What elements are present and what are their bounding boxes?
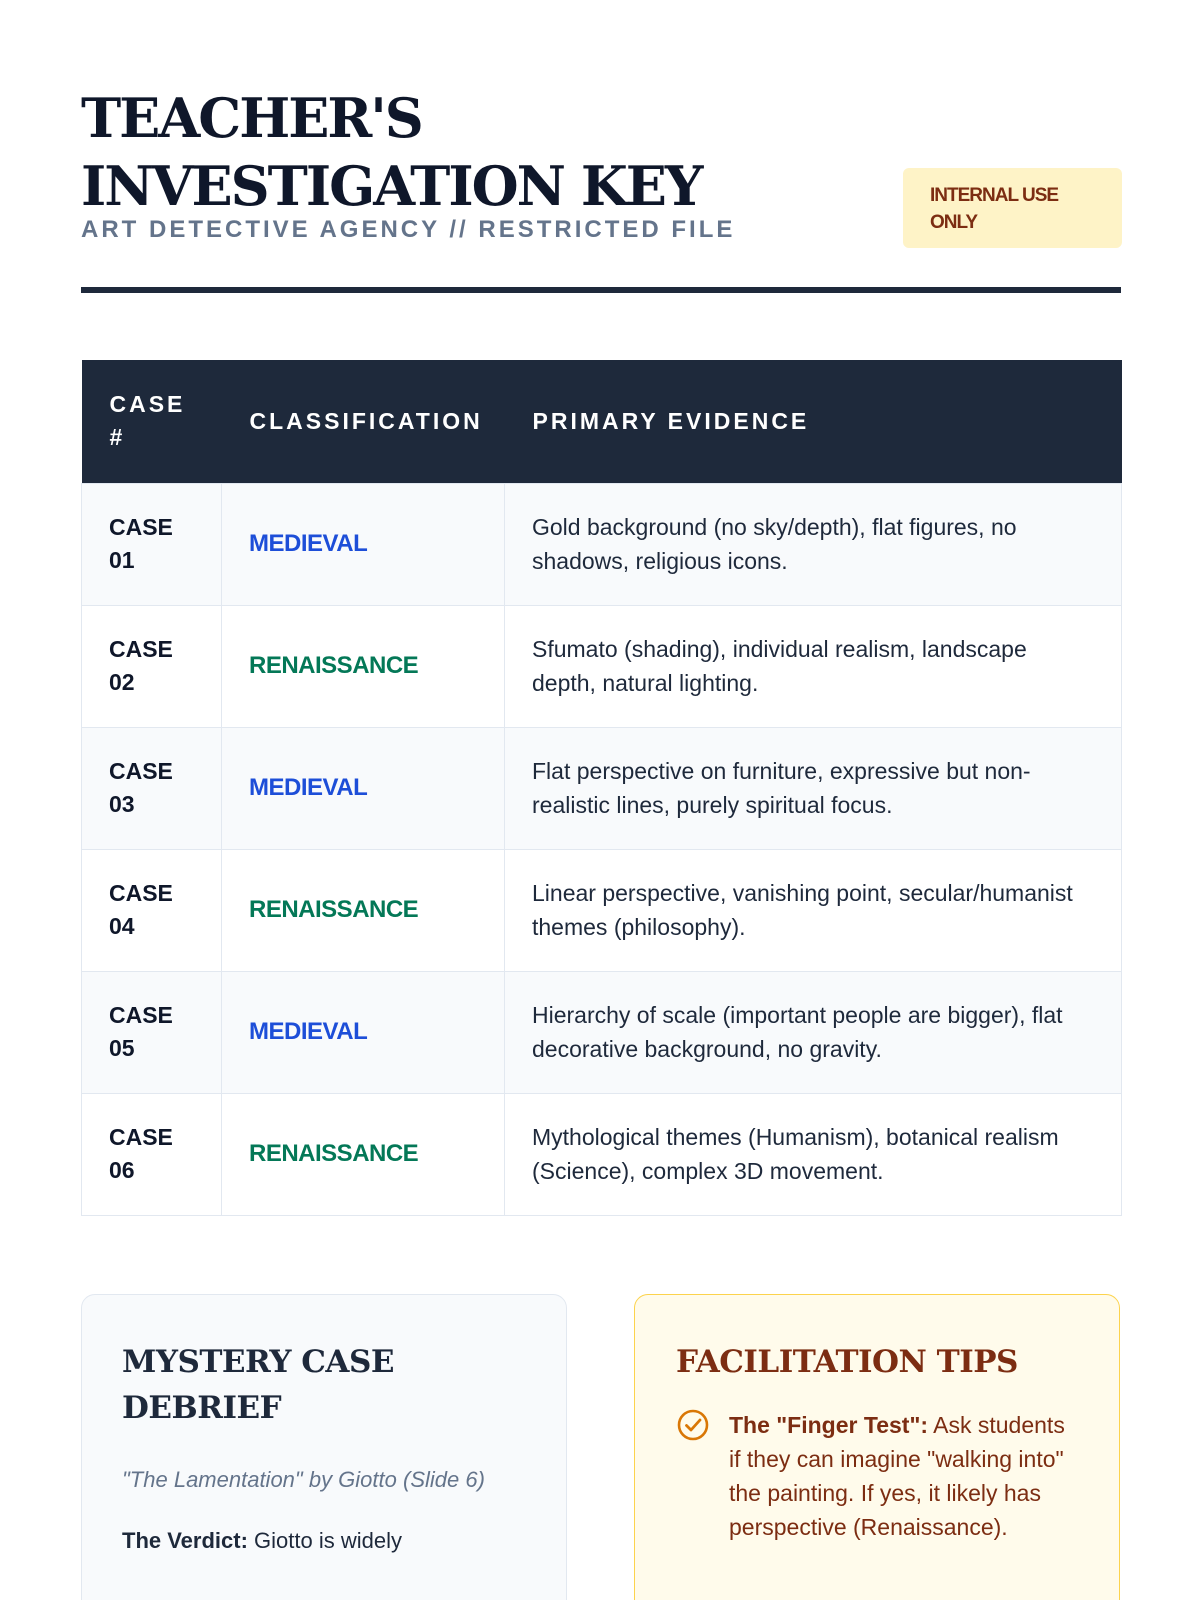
page-subtitle: ART DETECTIVE AGENCY // RESTRICTED FILE	[81, 216, 736, 243]
debrief-verdict	[122, 1524, 526, 1557]
tip-item	[676, 1408, 1078, 1544]
debrief-artwork-quote: "The Lamentation" by Giotto (Slide 6)	[122, 1467, 485, 1492]
internal-use-badge: INTERNAL USE ONLY	[903, 168, 1122, 248]
case-table	[81, 360, 1122, 1216]
evidence-text: Sfumato (shading), individual realism, landscape depth, natural lighting.	[505, 605, 1122, 727]
mystery-debrief-card	[81, 1294, 567, 1600]
table-header-row	[82, 360, 1122, 483]
case-number: CASE 02	[82, 605, 222, 727]
table-row	[82, 727, 1122, 849]
tip-label: The "Finger Test":	[729, 1412, 929, 1438]
verdict-label: The Verdict:	[122, 1528, 248, 1553]
classification-label: RENAISSANCE	[222, 605, 505, 727]
case-number: CASE 01	[82, 483, 222, 605]
verdict-text: Giotto is widely	[254, 1528, 402, 1553]
table-row	[82, 849, 1122, 971]
column-header-evidence: PRIMARY EVIDENCE	[532, 407, 810, 434]
evidence-text: Flat perspective on furniture, expressive but non-realistic lines, purely spiritual focus.	[505, 727, 1122, 849]
column-header-classification: CLASSIFICATION	[249, 407, 483, 434]
case-number: CASE 05	[82, 971, 222, 1093]
column-header-case: CASE #	[109, 391, 186, 451]
case-number: CASE 06	[82, 1093, 222, 1215]
table-row	[82, 971, 1122, 1093]
page-header	[81, 84, 1121, 294]
case-number: CASE 04	[82, 849, 222, 971]
table-row	[82, 605, 1122, 727]
table-row	[82, 483, 1122, 605]
check-circle-icon	[676, 1408, 710, 1442]
classification-label: RENAISSANCE	[222, 849, 505, 971]
case-number: CASE 03	[82, 727, 222, 849]
classification-label: MEDIEVAL	[222, 971, 505, 1093]
table-row	[82, 1093, 1122, 1215]
classification-label: MEDIEVAL	[222, 727, 505, 849]
page-title: TEACHER'S INVESTIGATION KEY	[81, 86, 702, 218]
evidence-text: Linear perspective, vanishing point, secular/humanist themes (philosophy).	[505, 849, 1122, 971]
tips-title: FACILITATION TIPS	[676, 1344, 1018, 1380]
evidence-text: Gold background (no sky/depth), flat figures, no shadows, religious icons.	[505, 483, 1122, 605]
debrief-title: MYSTERY CASE DEBRIEF	[122, 1344, 395, 1426]
header-divider	[81, 287, 1121, 293]
classification-label: RENAISSANCE	[222, 1093, 505, 1215]
evidence-text: Mythological themes (Humanism), botanical realism (Science), complex 3D movement.	[505, 1093, 1122, 1215]
evidence-text: Hierarchy of scale (important people are bigger), flat decorative background, no gravity.	[505, 971, 1122, 1093]
classification-label: MEDIEVAL	[222, 483, 505, 605]
tip-text: Ask students if they can imagine "walking into" the painting. If yes, it likely has perspective (Renaissance).	[729, 1412, 1065, 1540]
facilitation-tips-card	[634, 1294, 1120, 1600]
